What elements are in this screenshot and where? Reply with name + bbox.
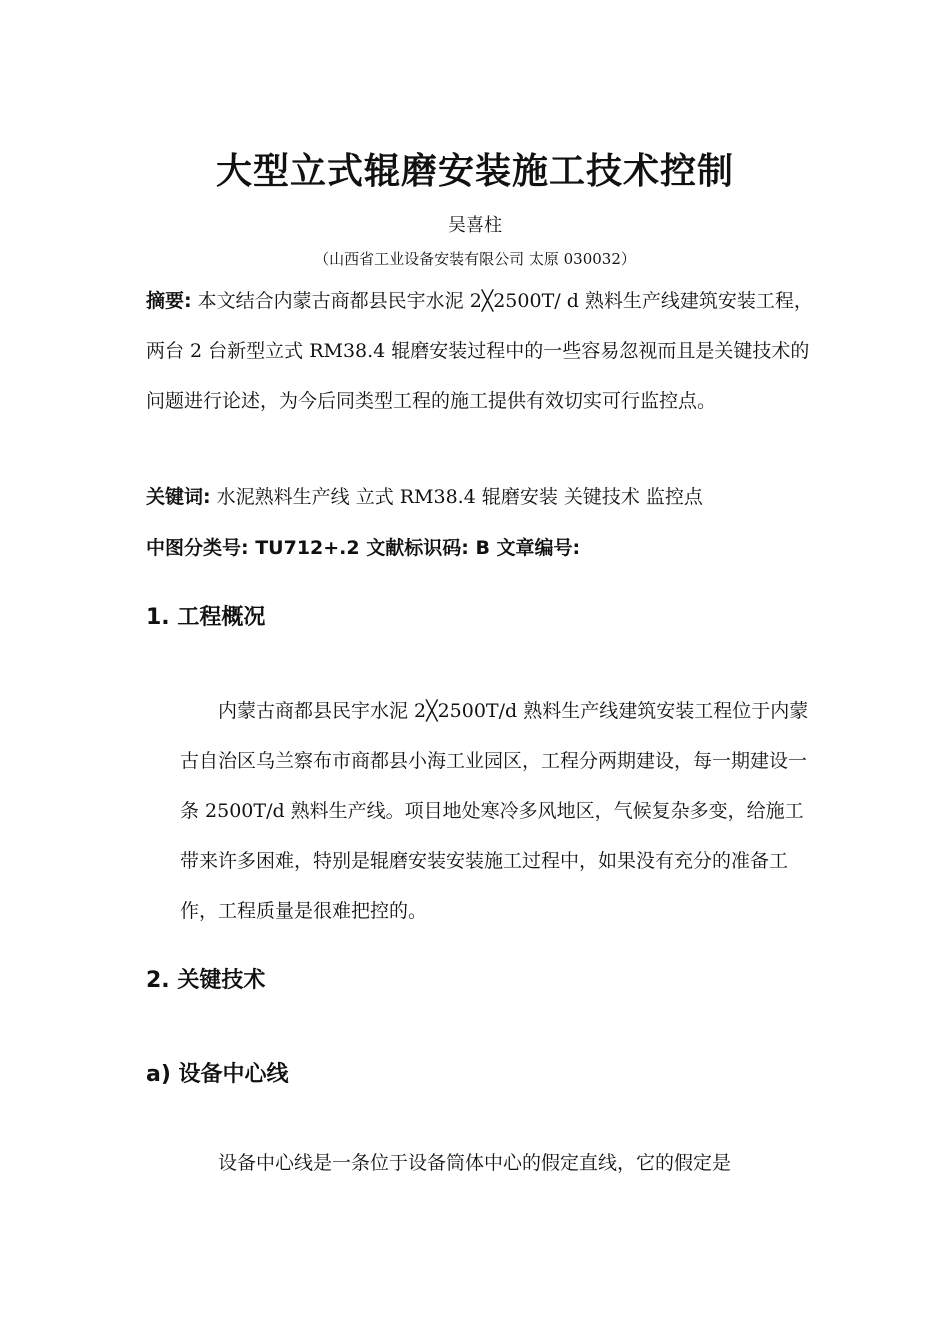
section-heading-key-tech: 2. 关键技术 — [146, 968, 266, 993]
author-affiliation: （山西省工业设备安装有限公司 太原 030032） — [314, 250, 636, 268]
abstract-text: 本文结合内蒙古商都县民宇水泥 2╳2500T/ d 熟料生产线建筑安装工程，两台 2 台新型立式 RM38.4 辊磨安装过程中的一些容易忽视而且是关键技术的问题进行论述，为今后同类型工程的施工提供有效切实可行监控点。 — [146, 290, 813, 412]
subsection-centerline-body: 设备中心线是一条位于设备筒体中心的假定直线，它的假定是 — [218, 1152, 732, 1174]
keywords-text: 水泥熟料生产线 立式 RM38.4 辊磨安装 关键技术 监控点 — [216, 486, 703, 508]
keywords-label: 关键词: — [146, 486, 211, 508]
document-title: 大型立式辊磨安装施工技术控制 — [215, 151, 734, 192]
section-heading-overview: 1. 工程概况 — [146, 605, 266, 630]
section-overview-body: 内蒙古商都县民宇水泥 2╳2500T/d 熟料生产线建筑安装工程位于内蒙古自治区乌兰察布市商都县小海工业园区，工程分两期建设，每一期建设一条 2500T/d 熟料生产线。项目地处寒冷多风地区，气候复杂多变，给施工带来许多困难，特别是辊磨安装安装施工过程中，如果没有充分的准备工作，工程质量是很难把控的。 — [180, 700, 809, 922]
abstract-paragraph — [146, 276, 816, 426]
subsection-heading-centerline: a) 设备中心线 — [146, 1062, 289, 1087]
keywords-line — [146, 472, 826, 522]
author-name: 吴喜柱 — [448, 215, 502, 236]
abstract-label: 摘要: — [146, 290, 192, 312]
classification-line: 中图分类号: TU712+.2 文献标识码: B 文章编号: — [146, 537, 581, 559]
